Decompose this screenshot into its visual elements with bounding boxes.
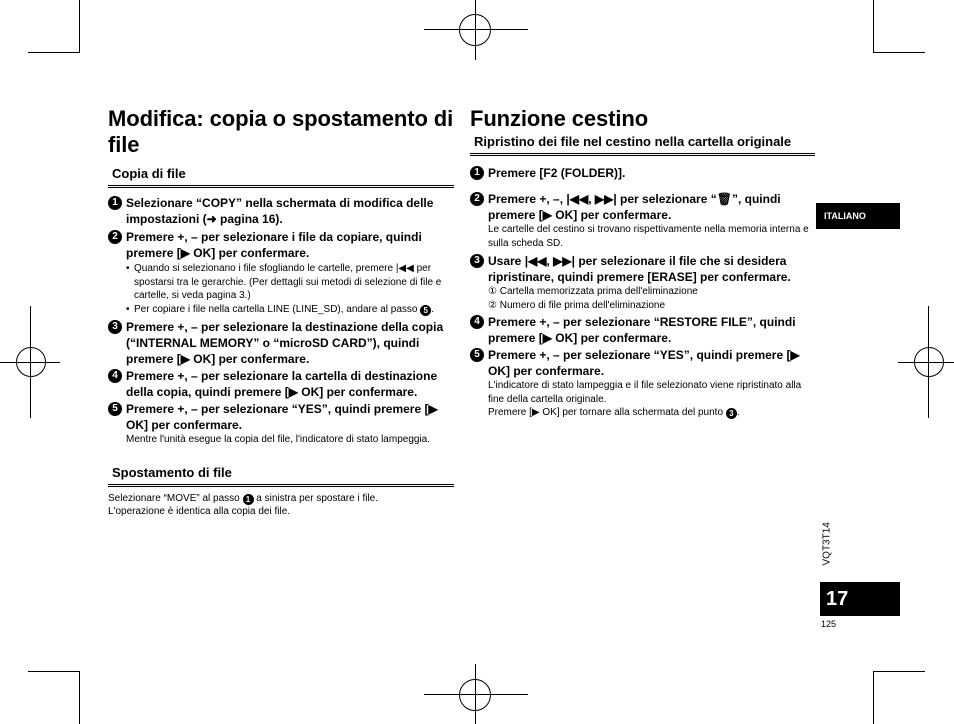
crop-mark [28, 671, 80, 672]
step-2 [108, 229, 454, 316]
registration-mark-right [898, 306, 954, 418]
step-2 [470, 191, 815, 250]
step-text: Premere +, – per selezionare la destinazione della copia (“INTERNAL MEMORY” o “microSD CARD”), quindi premere [▶ OK] per confermare. [126, 320, 444, 366]
step-text: Premere +, – per selezionare la cartella di destinazione della copia, quindi premere [▶ OK] per confermare. [126, 369, 438, 399]
move-text: Selezionare “MOVE” al passo [108, 492, 240, 504]
crop-mark [873, 671, 925, 672]
page-title-right: Funzione cestino [470, 106, 649, 131]
bullet-text: Per copiare i file nella cartella LINE (LINE_SD), andare al passo [134, 303, 418, 315]
step-number-badge: 4 [470, 315, 484, 329]
step-number-badge: 5 [108, 402, 122, 416]
left-column [108, 106, 454, 519]
step-4 [470, 314, 815, 346]
step-number-badge: 1 [470, 166, 484, 180]
step-number-badge: 3 [470, 254, 484, 268]
step-number-badge: 3 [108, 320, 122, 334]
registration-mark-left [0, 306, 60, 418]
step-text: Premere +, –, |◀◀, ▶▶| per selezionare “🗑”, quindi premere [▶ OK] per confermare. [488, 192, 781, 222]
step-text: Selezionare “COPY” nella schermata di modifica delle impostazioni (➜ pagina 16). [126, 196, 434, 226]
step-text: Premere +, – per selezionare “RESTORE FILE”, quindi premere [▶ OK] per confermare. [488, 315, 796, 345]
step-note [488, 406, 815, 420]
step-note: Le cartelle del cestino si trovano rispettivamente nella memoria interna e sulla scheda SD. [488, 224, 809, 249]
enum-item: ① Cartella memorizzata prima dell'eliminazione [488, 286, 698, 297]
section-rule [108, 484, 454, 487]
note-text-end: . [736, 407, 740, 418]
enum-item: ② Numero di file prima dell'eliminazione [488, 299, 666, 311]
section-rule [108, 185, 454, 188]
step-text: Premere +, – per selezionare “YES”, quindi premere [▶ OK] per confermare. [126, 402, 438, 432]
step-reference-badge: 3 [726, 408, 737, 419]
step-4 [108, 368, 454, 400]
right-column [470, 106, 815, 420]
crop-mark [28, 52, 80, 53]
step-number-badge: 2 [470, 192, 484, 206]
registration-mark-top [424, 0, 528, 60]
step-text: Usare |◀◀, ▶▶| per selezionare il file che si desidera ripristinare, quindi premere [ERASE] per confermare. [488, 254, 791, 284]
page-number: 17 [820, 582, 900, 616]
step-1 [470, 165, 815, 181]
step-5 [470, 347, 815, 420]
step-text: Premere +, – per selezionare i file da copiare, quindi premere [▶ OK] per confermare. [126, 230, 422, 260]
crop-mark [873, 52, 925, 53]
model-code: VQT3T14 [821, 522, 833, 566]
step-number-badge: 1 [108, 196, 122, 210]
page-title-left: Modifica: copia o spostamento di file [108, 106, 454, 157]
section-heading-restore: Ripristino dei file nel cestino nella cartella originale [474, 134, 792, 149]
section-heading-move: Spostamento di file [112, 464, 232, 480]
step-3 [108, 319, 454, 367]
step-number-badge: 2 [108, 230, 122, 244]
step-reference-badge: 5 [420, 305, 431, 316]
move-text: a sinistra per spostare i file. [256, 492, 379, 504]
bullet-note: • Quando si selezionano i file sfogliando le cartelle, premere |◀◀ per spostarsi tra le gerarchie. (Per dettagli sui metodi di selezione di file e cartelle, si veda pagina 3.) [126, 262, 454, 303]
note-text: Premere [▶ OK] per tornare alla schermata del punto [488, 407, 724, 418]
footer-page-number: 125 [821, 619, 837, 629]
step-1 [108, 195, 454, 227]
step-note: L'indicatore di stato lampeggia e il file selezionato viene ripristinato alla fine della cartella originale. [488, 380, 802, 405]
registration-mark-bottom [424, 664, 528, 724]
section-heading-copy: Copia di file [112, 166, 186, 181]
step-reference-badge: 1 [243, 494, 254, 505]
language-tab: ITALIANO [816, 203, 900, 229]
bullet-text-end: . [431, 303, 435, 315]
crop-mark [79, 0, 80, 52]
crop-mark [79, 671, 80, 724]
step-number-badge: 4 [108, 369, 122, 383]
move-description [108, 492, 454, 519]
step-text: Premere +, – per selezionare “YES”, quindi premere [▶ OK] per confermare. [488, 348, 800, 378]
section-rule [470, 153, 815, 156]
step-number-badge: 5 [470, 348, 484, 362]
bullet-note [126, 303, 454, 317]
move-text: L'operazione è identica alla copia dei file. [108, 506, 291, 517]
step-text: Premere [F2 (FOLDER)]. [488, 166, 626, 180]
step-5 [108, 401, 454, 447]
crop-mark [873, 671, 874, 724]
step-3 [470, 253, 815, 312]
crop-mark [873, 0, 874, 52]
step-note: Mentre l'unità esegue la copia del file, l'indicatore di stato lampeggia. [126, 434, 430, 445]
